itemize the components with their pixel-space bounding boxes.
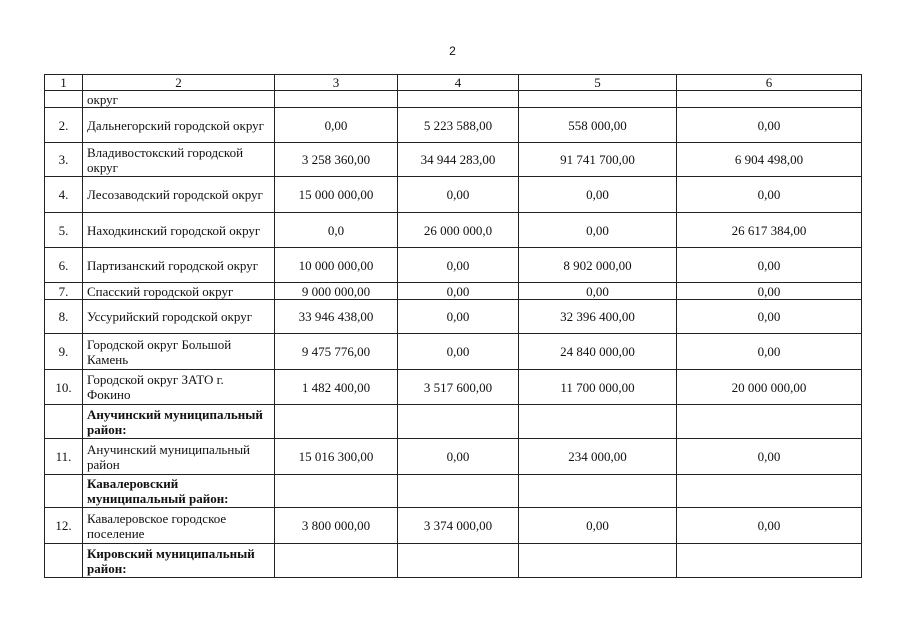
- municipality-name-cell: Владивостокский городской округ: [83, 143, 275, 177]
- value-col-6-cell: 0,00: [677, 177, 862, 213]
- header-col-6: 6: [677, 75, 862, 91]
- municipality-name-cell: Уссурийский городской округ: [83, 300, 275, 334]
- municipality-name-cell: Анучинский муниципальный район: [83, 439, 275, 475]
- row-number-cell: [45, 544, 83, 578]
- municipality-name-cell: Городской округ ЗАТО г. Фокино: [83, 370, 275, 405]
- row-number-cell: 12.: [45, 508, 83, 544]
- value-col-4-cell: 0,00: [398, 177, 519, 213]
- value-col-6-cell: 0,00: [677, 283, 862, 300]
- municipality-name-cell: Находкинский городской округ: [83, 213, 275, 248]
- row-number-cell: 10.: [45, 370, 83, 405]
- municipality-name-cell: Спасский городской округ: [83, 283, 275, 300]
- value-col-3-cell: 15 000 000,00: [275, 177, 398, 213]
- table-row: [45, 508, 862, 544]
- table-row: [45, 439, 862, 475]
- value-col-3-cell: 0,00: [275, 108, 398, 143]
- value-col-4-cell: 5 223 588,00: [398, 108, 519, 143]
- value-col-5-cell: [519, 405, 677, 439]
- row-number-cell: 8.: [45, 300, 83, 334]
- value-col-6-cell: [677, 544, 862, 578]
- municipality-name-cell: Кавалеровское городское поселение: [83, 508, 275, 544]
- value-col-6-cell: 20 000 000,00: [677, 370, 862, 405]
- value-col-6-cell: 0,00: [677, 248, 862, 283]
- value-col-4-cell: [398, 405, 519, 439]
- header-col-3: 3: [275, 75, 398, 91]
- value-col-3-cell: 9 475 776,00: [275, 334, 398, 370]
- table-row: [45, 248, 862, 283]
- section-header-row: [45, 544, 862, 578]
- value-col-5-cell: 24 840 000,00: [519, 334, 677, 370]
- value-col-6-cell: [677, 475, 862, 508]
- municipal-funding-table: [44, 74, 862, 578]
- value-col-4-cell: 0,00: [398, 283, 519, 300]
- page-number: 2: [449, 44, 456, 58]
- table-row: [45, 213, 862, 248]
- value-col-4-cell: 0,00: [398, 439, 519, 475]
- value-col-3-cell: 3 258 360,00: [275, 143, 398, 177]
- value-col-3-cell: 10 000 000,00: [275, 248, 398, 283]
- municipality-name-cell: Кавалеровский муниципальный район:: [83, 475, 275, 508]
- value-col-5-cell: 0,00: [519, 213, 677, 248]
- row-number-cell: 11.: [45, 439, 83, 475]
- table-row: [45, 334, 862, 370]
- header-col-2: 2: [83, 75, 275, 91]
- row-number-cell: 6.: [45, 248, 83, 283]
- row-number-cell: 5.: [45, 213, 83, 248]
- table-row: [45, 283, 862, 300]
- row-number-cell: [45, 91, 83, 108]
- row-number-cell: 7.: [45, 283, 83, 300]
- table-row: [45, 143, 862, 177]
- municipality-name-cell: Дальнегорский городской округ: [83, 108, 275, 143]
- value-col-4-cell: 0,00: [398, 300, 519, 334]
- municipality-name-cell: Городской округ Большой Камень: [83, 334, 275, 370]
- value-col-6-cell: [677, 91, 862, 108]
- table-row: [45, 177, 862, 213]
- section-header-row: [45, 475, 862, 508]
- municipality-name-cell: Лесозаводский городской округ: [83, 177, 275, 213]
- value-col-5-cell: 8 902 000,00: [519, 248, 677, 283]
- value-col-5-cell: 0,00: [519, 508, 677, 544]
- value-col-5-cell: 91 741 700,00: [519, 143, 677, 177]
- value-col-5-cell: [519, 91, 677, 108]
- row-number-cell: 2.: [45, 108, 83, 143]
- row-number-cell: [45, 405, 83, 439]
- value-col-5-cell: [519, 475, 677, 508]
- value-col-6-cell: [677, 405, 862, 439]
- column-number-row: [45, 75, 862, 91]
- value-col-3-cell: 1 482 400,00: [275, 370, 398, 405]
- value-col-3-cell: 9 000 000,00: [275, 283, 398, 300]
- municipality-name-cell: Партизанский городской округ: [83, 248, 275, 283]
- value-col-3-cell: 3 800 000,00: [275, 508, 398, 544]
- section-header-row: [45, 405, 862, 439]
- header-col-1: 1: [45, 75, 83, 91]
- header-col-4: 4: [398, 75, 519, 91]
- municipality-name-cell: округ: [83, 91, 275, 108]
- value-col-6-cell: 26 617 384,00: [677, 213, 862, 248]
- value-col-5-cell: 0,00: [519, 283, 677, 300]
- row-number-cell: [45, 475, 83, 508]
- table-row: [45, 370, 862, 405]
- value-col-6-cell: 6 904 498,00: [677, 143, 862, 177]
- value-col-6-cell: 0,00: [677, 508, 862, 544]
- value-col-3-cell: [275, 475, 398, 508]
- municipality-name-cell: Кировский муниципальный район:: [83, 544, 275, 578]
- value-col-4-cell: 0,00: [398, 334, 519, 370]
- value-col-4-cell: [398, 475, 519, 508]
- value-col-4-cell: 3 374 000,00: [398, 508, 519, 544]
- row-number-cell: 9.: [45, 334, 83, 370]
- table-row: [45, 108, 862, 143]
- value-col-5-cell: 32 396 400,00: [519, 300, 677, 334]
- value-col-5-cell: [519, 544, 677, 578]
- value-col-4-cell: 0,00: [398, 248, 519, 283]
- value-col-4-cell: 34 944 283,00: [398, 143, 519, 177]
- value-col-3-cell: [275, 91, 398, 108]
- value-col-3-cell: 15 016 300,00: [275, 439, 398, 475]
- value-col-4-cell: 3 517 600,00: [398, 370, 519, 405]
- header-col-5: 5: [519, 75, 677, 91]
- value-col-5-cell: 234 000,00: [519, 439, 677, 475]
- row-number-cell: 3.: [45, 143, 83, 177]
- value-col-6-cell: 0,00: [677, 108, 862, 143]
- row-number-cell: 4.: [45, 177, 83, 213]
- municipality-name-cell: Анучинский муниципальный район:: [83, 405, 275, 439]
- value-col-3-cell: [275, 544, 398, 578]
- value-col-6-cell: 0,00: [677, 439, 862, 475]
- value-col-5-cell: 558 000,00: [519, 108, 677, 143]
- value-col-3-cell: [275, 405, 398, 439]
- table-row: [45, 300, 862, 334]
- table-row: [45, 91, 862, 108]
- value-col-4-cell: 26 000 000,0: [398, 213, 519, 248]
- value-col-5-cell: 11 700 000,00: [519, 370, 677, 405]
- value-col-5-cell: 0,00: [519, 177, 677, 213]
- value-col-4-cell: [398, 91, 519, 108]
- value-col-6-cell: 0,00: [677, 300, 862, 334]
- value-col-6-cell: 0,00: [677, 334, 862, 370]
- value-col-4-cell: [398, 544, 519, 578]
- value-col-3-cell: 0,0: [275, 213, 398, 248]
- value-col-3-cell: 33 946 438,00: [275, 300, 398, 334]
